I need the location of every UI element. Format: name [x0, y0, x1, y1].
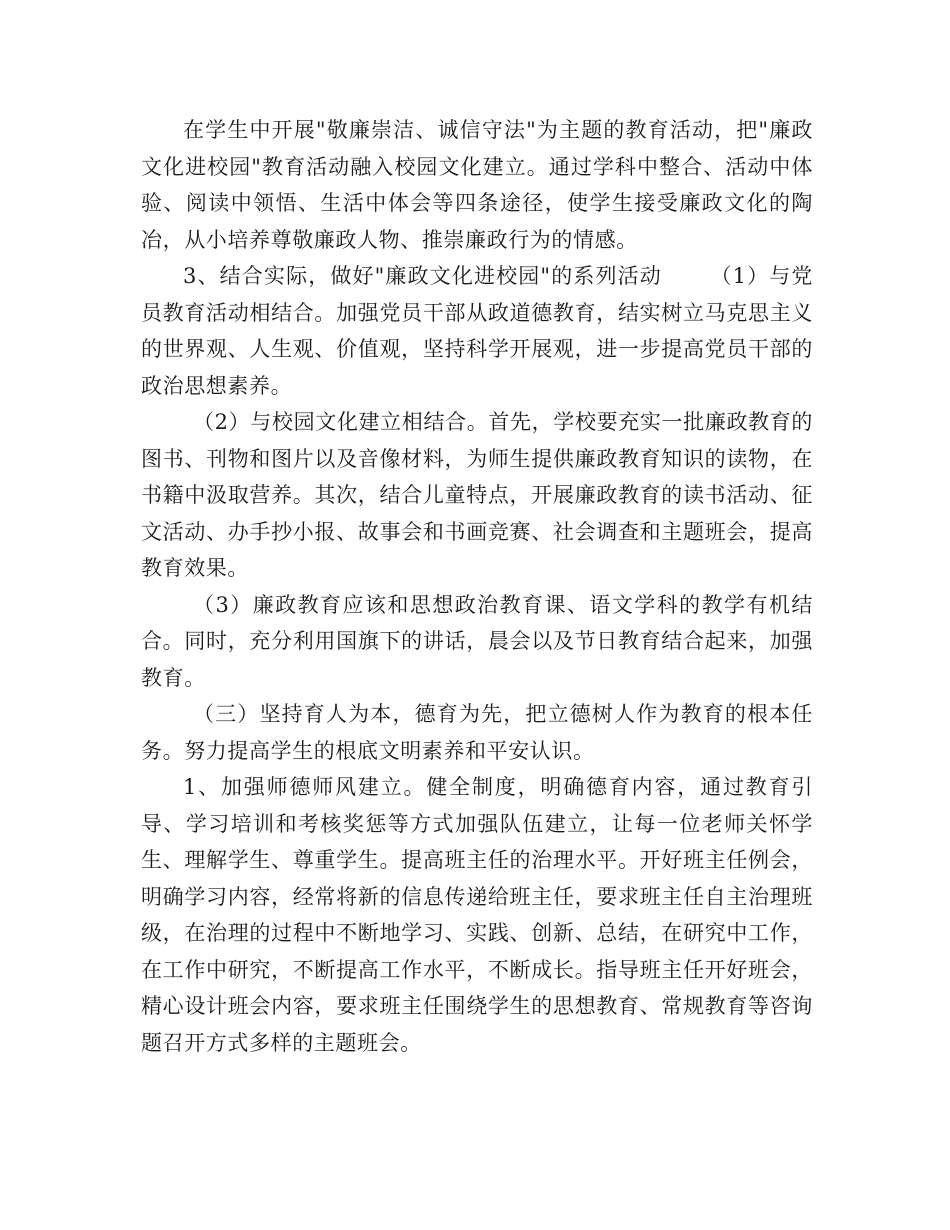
paragraph-section-3-moral-education: （三）坚持育人为本，德育为先，把立德树人作为教育的根本任务。努力提高学生的根底文明素养和平安认识。 — [141, 702, 813, 763]
document-body — [141, 112, 813, 1061]
paragraph-student-education: 在学生中开展"敬廉崇洁、诚信守法"为主题的教育活动，把"廉政文化进校园"教育活动融入校园文化建立。通过学科中整合、活动中体验、阅读中领悟、生活中体会等四条途径，使学生接受廉政文化的陶冶，从小培养尊敬廉政人物、推崇廉政行为的情感。 — [141, 118, 813, 252]
section-heading-3: 3、结合实际，做好"廉政文化进校园"的系列活动 — [183, 264, 662, 288]
paragraph-series-activities — [141, 258, 813, 404]
paragraph-item-2-campus-culture: （2）与校园文化建立相结合。首先，学校要充实一批廉政教育的图书、刊物和图片以及音像材料，为师生提供廉政教育知识的读物，在书籍中汲取营养。其次，结合儿童特点，开展廉政教育的读书活动、征文活动、办手抄小报、故事会和书画竞赛、社会调查和主题班会，提高教育效果。 — [141, 410, 813, 580]
paragraph-item-3-curriculum: （3）廉政教育应该和思想政治教育课、语文学科的教学有机结合。同时，充分利用国旗下的讲话，晨会以及节日教育结合起来，加强教育。 — [141, 592, 813, 690]
paragraph-teacher-ethics: 1、加强师德师风建立。健全制度，明确德育内容，通过教育引导、学习培训和考核奖惩等方式加强队伍建立，让每一位老师关怀学生、理解学生、尊重学生。提高班主任的治理水平。开好班主任例会，明确学习内容，经常将新的信息传递给班主任，要求班主任自主治理班级，在治理的过程中不断地学习、实践、创新、总结，在研究中工作，在工作中研究，不断提高工作水平，不断成长。指导班主任开好班会，精心设计班会内容，要求班主任围绕学生的思想教育、常规教育等咨询题召开方式多样的主题班会。 — [141, 775, 813, 1055]
item-1-party-education: （1）与党员教育活动相结合。加强党员干部从政道德教育，结实树立马克思主义的世界观、人生观、价值观，坚持科学开展观，进一步提高党员干部的政治思想素养。 — [141, 264, 813, 398]
